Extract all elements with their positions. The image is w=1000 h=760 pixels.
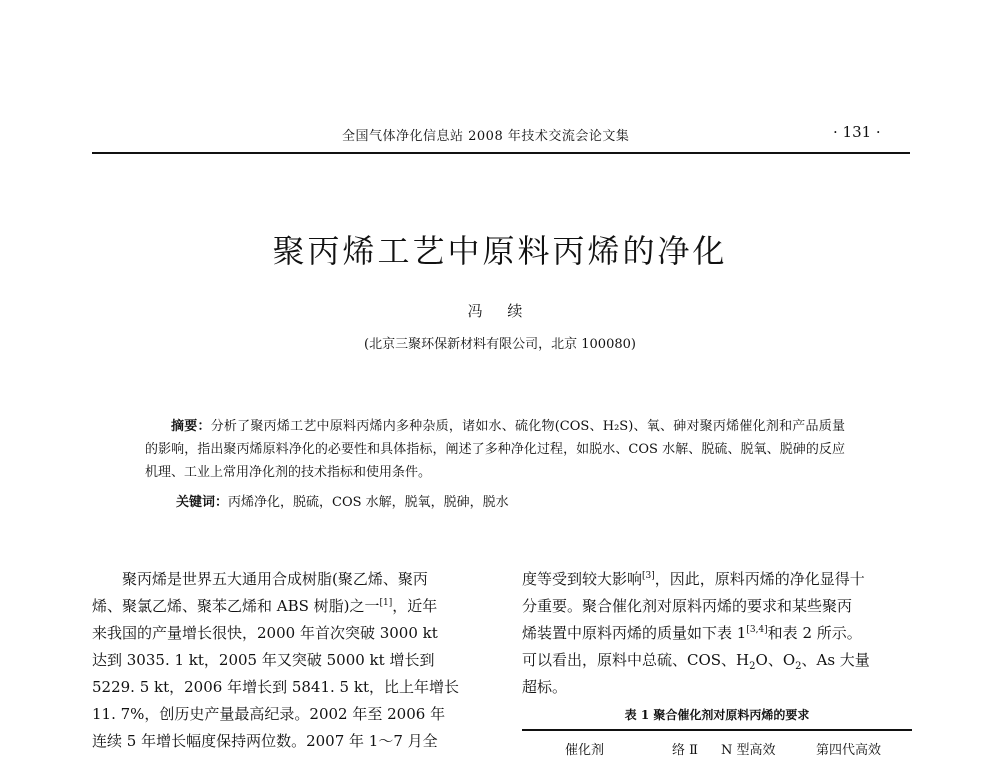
table-header-cell: 络 Ⅱ [672,743,698,758]
body-line: 聚丙烯是世界五大通用合成树脂(聚乙烯、聚丙 [122,570,428,588]
table-top-rule [522,729,912,731]
table-header-cell: 第四代高效 [816,743,882,758]
body-column-right [522,566,912,701]
paper-title: 聚丙烯工艺中原料丙烯的净化 [272,232,728,270]
page-number: · 131 · [833,123,881,141]
table-caption: 表 1 聚合催化剂对原料丙烯的要求 [624,708,810,722]
abstract-label: 摘要： [171,419,211,434]
body-line: 烯、聚氯乙烯、聚苯乙烯和 ABS 树脂)之一[1]，近年 [92,597,438,615]
abstract [145,415,845,484]
body-line: 5229. 5 kt，2006 年增长到 5841. 5 kt，比上年增长 [92,678,459,696]
body-line: 度等受到较大影响[3]，因此，原料丙烯的净化显得十 [522,570,865,588]
header-rule [92,152,910,154]
body-line: 可以看出，原料中总硫、COS、$H_2O$、$O_2$、As 大量 [522,651,870,672]
body-line: 分重要。聚合催化剂对原料丙烯的要求和某些聚丙 [522,597,853,615]
keywords-text: 丙烯净化，脱硫，COS 水解，脱氧，脱砷，脱水 [228,495,509,510]
body-line: 11. 7%，创历史产量最高纪录。2002 年至 2006 年 [92,705,446,723]
body-line: 连续 5 年增长幅度保持两位数。2007 年 1～7 月全 [92,732,438,750]
abstract-text: 分析了聚丙烯工艺中原料丙烯内多种杂质，诸如水、硫化物(COS、H₂S)、氧、砷对聚丙烯催化剂和产品质量的影响，指出聚丙烯原料净化的必要性和具体指标，阐述了多种净化过程，如脱水、COS 水解、脱硫、脱氧、脱砷的反应机理、工业上常用净化剂的技术指标和使用条件。 [145,419,845,480]
running-header: 全国气体净化信息站 2008 年技术交流会论文集 [342,129,630,144]
affiliation: (北京三聚环保新材料有限公司，北京 100080) [364,337,636,352]
body-line: 达到 3035. 1 kt，2005 年又突破 5000 kt 增长到 [92,651,435,669]
table-header-cell: N 型高效 [721,743,776,758]
body-line: 超标。 [522,678,568,696]
body-column-left [92,566,487,755]
keywords-label: 关键词： [176,495,229,510]
citation: [1] [379,598,393,608]
body-line: 烯装置中原料丙烯的质量如下表 1[3,4]和表 2 所示。 [522,624,862,642]
table-header-cell: 催化剂 [565,743,605,758]
body-line: 来我国的产量增长很快，2000 年首次突破 3000 kt [92,624,438,642]
author: 冯 续 [467,302,533,320]
citation: [3,4] [746,625,768,635]
citation: [3] [642,571,655,581]
keywords [176,491,509,510]
